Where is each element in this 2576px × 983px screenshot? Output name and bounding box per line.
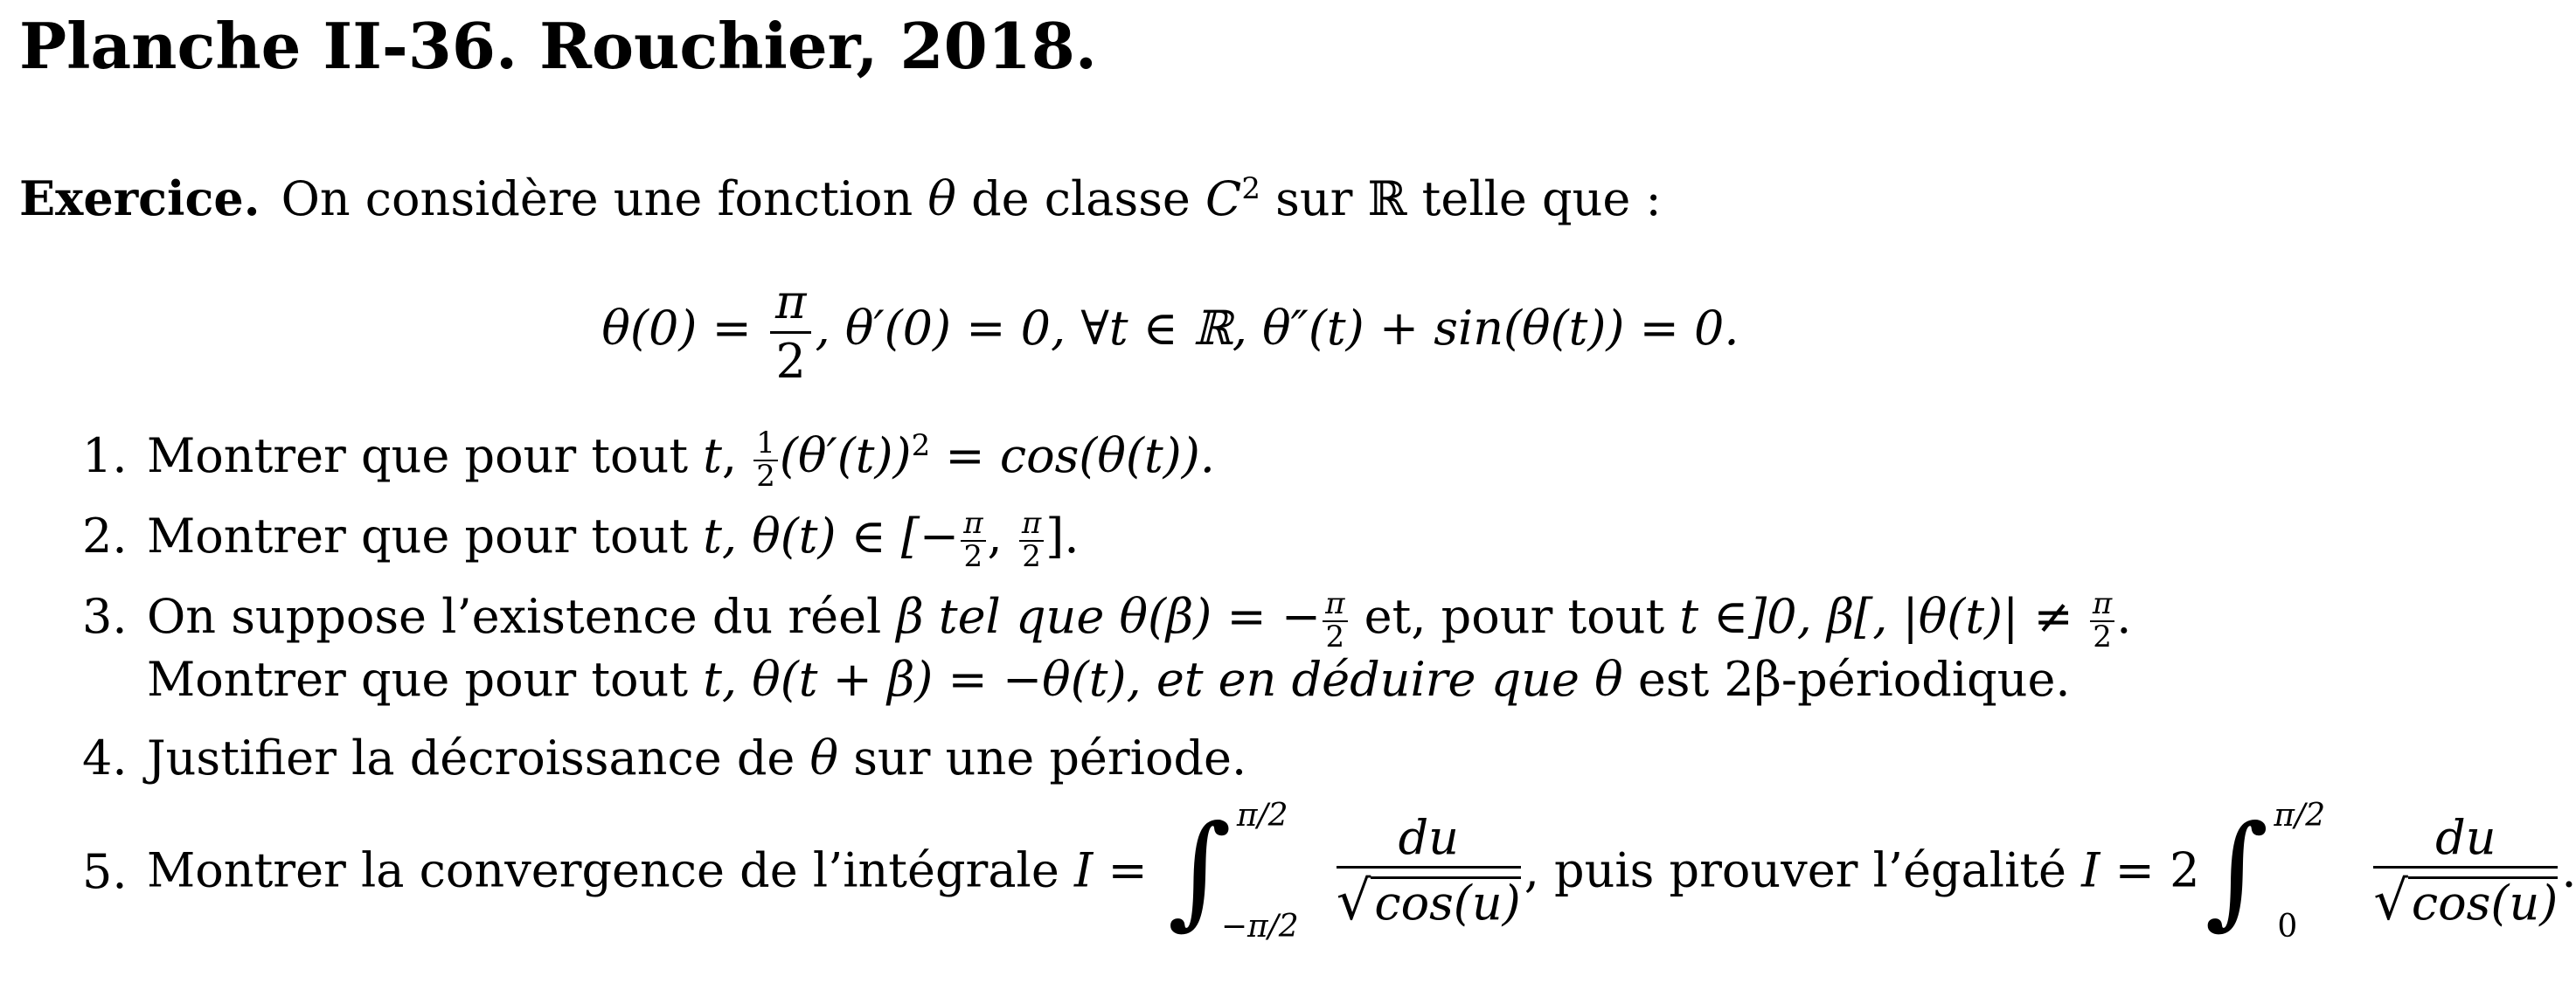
display-eq-lhs: θ(0) = [601,301,767,357]
item-math: tel que θ(β) = − [923,589,1322,644]
small-fraction [1019,506,1044,574]
item-body [147,730,1246,787]
item-number: 5. [82,844,128,899]
fraction-denominator: 2 [1022,539,1041,574]
fraction-numerator: π [961,509,985,542]
integral-sign: ∫ [2205,800,2269,942]
radicand: cos(u) [1371,876,1520,929]
small-fraction [961,506,985,574]
fraction-numerator: du [1337,813,1521,869]
class-symbol: C [1205,171,1242,226]
item-text: Montrer la convergence de l’intégrale [147,842,1074,898]
variable: t [703,652,722,707]
item-text: sur une période. [838,730,1247,786]
exercise-statement [19,170,1662,228]
integrand-fraction [2373,809,2559,933]
fraction-denominator: 2 [963,539,983,574]
item-text: , [721,428,753,483]
theta-symbol: θ [1594,652,1623,707]
item-math: = cos(θ(t)). [930,428,1215,483]
upper-limit: π/2 [1236,798,1288,834]
item-text: ]. [1045,509,1080,564]
intro-text-c: sur ℝ telle que : [1260,171,1662,226]
small-fraction [753,426,778,494]
theta-symbol: θ [809,730,839,786]
lower-limit: −π/2 [1220,908,1299,945]
item-text: et, pour tout [1349,589,1680,644]
item-text: est 2β-périodique. [1622,652,2071,707]
item-text: Montrer que pour tout [147,509,704,564]
item-text: . [2561,842,2576,898]
exponent: 2 [911,428,931,463]
equals-sign: = [1093,842,1163,898]
item-number: 1. [82,428,128,483]
integral-limits [2274,797,2370,945]
item-text: Justifier la décroissance de [147,730,810,786]
item-math: , θ(t + β) = −θ(t), et en déduire que [721,652,1595,707]
integral-variable: I [2081,842,2100,898]
variable: t [703,428,722,483]
theta-symbol: θ [927,171,956,226]
separator: , [987,509,1017,564]
fraction-denominator [2373,869,2559,933]
item-text: . [2116,589,2132,644]
lower-limit: 0 [2277,908,2298,945]
display-eq-fraction [770,274,812,389]
fraction-numerator: π [1019,509,1044,542]
display-eq-rest: , θ′(0) = 0, ∀t ∈ ℝ, θ″(t) + sin(θ(t)) = 0. [815,301,1739,357]
fraction-denominator [1336,869,1521,933]
page-title: Planche II-36. Rouchier, 2018. [19,9,1097,83]
fraction-denominator: 2 [2093,620,2112,654]
fraction-numerator: π [770,278,812,334]
fraction-numerator: du [2373,813,2558,869]
item-body [147,586,2132,654]
variable: t [703,509,722,564]
intro-text-b: de classe [955,171,1206,226]
sqrt-icon: √ [2373,869,2408,933]
class-exponent: 2 [1241,171,1260,206]
integral-limits [1220,797,1333,945]
integrand-fraction [1336,809,1521,933]
fraction-denominator: 2 [775,333,806,389]
fraction-denominator: 2 [756,459,775,494]
item-math: , θ(t) ∈ [− [721,509,960,564]
item-text: On suppose l’existence du réel [147,589,897,644]
small-fraction [2090,586,2114,654]
integral-sign: ∫ [1167,800,1232,942]
upper-limit: π/2 [2274,798,2326,834]
radicand: cos(u) [2408,876,2558,929]
fraction-numerator: 1 [753,428,778,461]
item-math: (θ′(t)) [779,428,912,483]
item-body [147,506,1080,574]
intro-text-a: On considère une fonction [281,171,928,226]
fraction-numerator: π [1323,589,1347,622]
item-text: Montrer que pour tout [147,428,704,483]
sqrt-icon: √ [1336,869,1371,933]
equals-sign: = 2 [2100,842,2200,898]
item-number: 4. [82,730,128,786]
beta-symbol: β [896,589,924,644]
small-fraction [1323,586,1347,654]
integral-variable: I [1073,842,1094,898]
item-math: ∈]0, β[, |θ(t)| ≠ [1698,589,2088,644]
display-equation [0,274,2341,389]
item-text: , puis prouver l’égalité [1524,842,2082,898]
exercise-label: Exercice. [19,170,260,226]
item-body [147,426,1215,494]
fraction-denominator: 2 [1325,620,1345,654]
item-text: Montrer que pour tout [147,652,704,707]
item-number: 3. [82,589,128,644]
variable: t [1679,589,1699,644]
item-number: 2. [82,509,128,564]
item-body [147,797,2576,945]
item-body [147,652,2071,709]
fraction-numerator: π [2090,589,2114,622]
